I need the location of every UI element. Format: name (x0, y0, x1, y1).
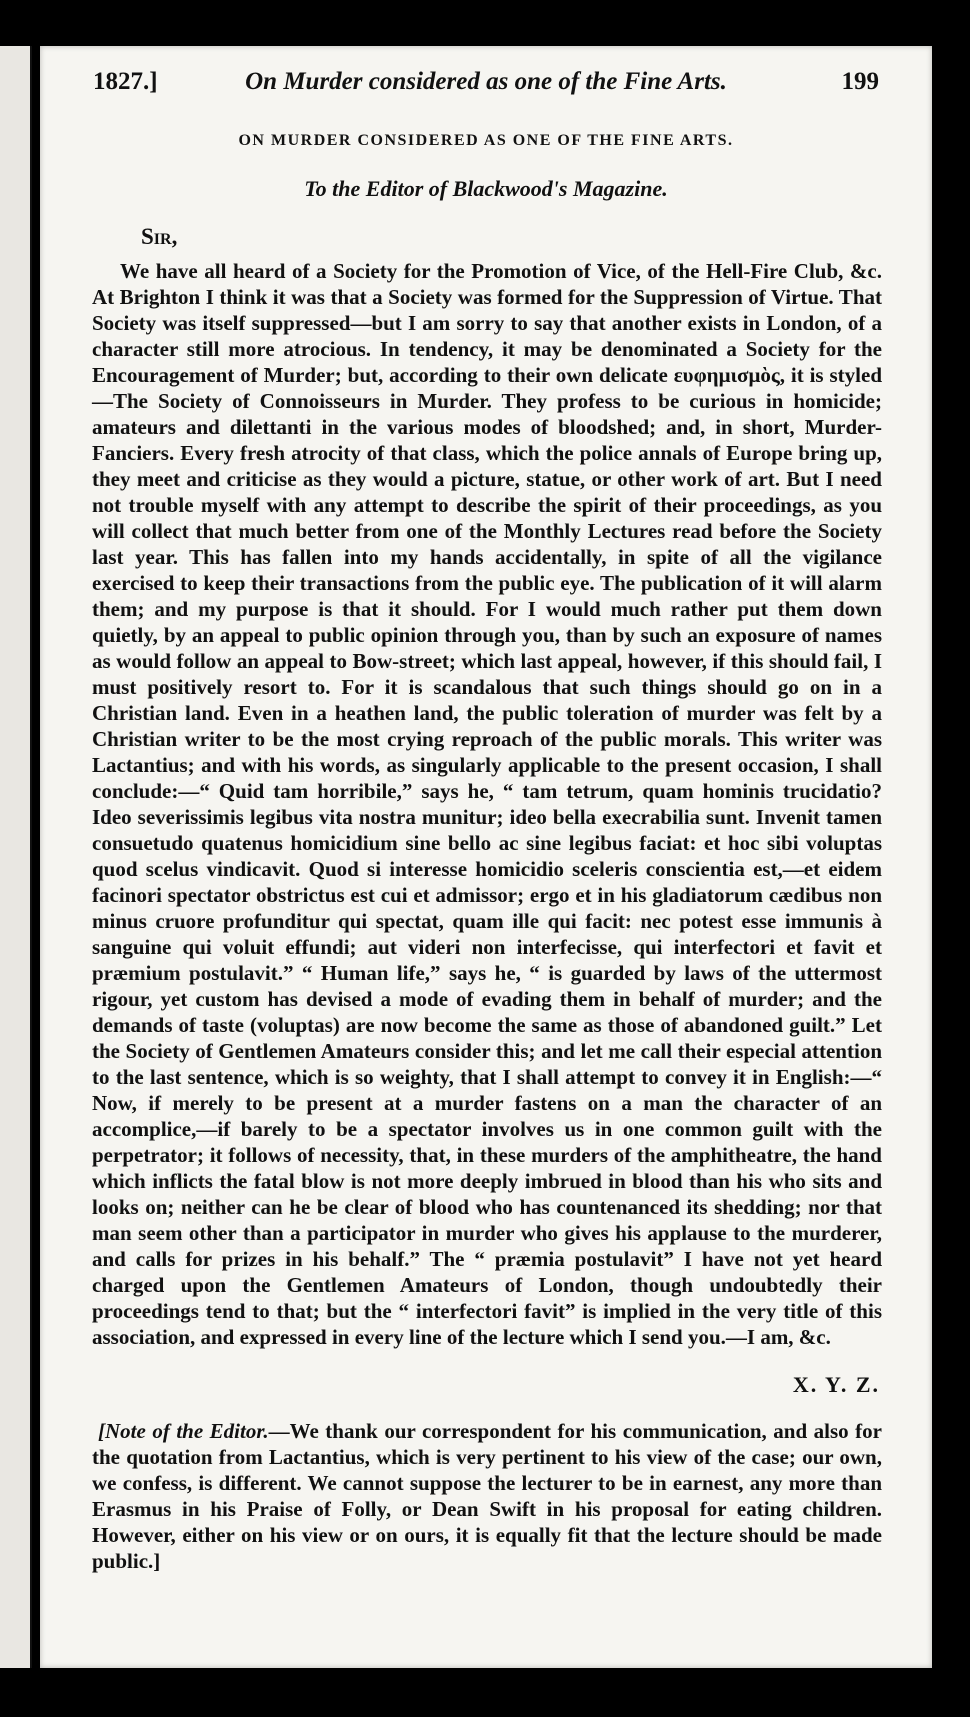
editor-note-text: —We thank our correspondent for his communication, and also for the quotation from Lactantius, which is very pertinent to his view of the case; our own, we confess, is different. We cannot suppose the lecturer to be in earnest, any more than Erasmus in his Praise of Folly, or Dean Swift in his proposal for eating children. However, either on his view or on ours, it is equally fit that the lecture should be made public.] (92, 1419, 882, 1573)
salutation: Sir, (141, 224, 178, 249)
letter-body: We have all heard of a Society for the Promotion of Vice, of the Hell-Fire Club, &c. At Brighton I think it was that a Society was formed for the Suppression of Virtue. That Society was itself suppressed—but I am sorry to say that another exists in London, of a character still more atrocious. In tendency, it may be denominated a Society for the Encouragement of Murder; but, according to their own delicate ευφημισμὸς, it is styled—The Society of Connoisseurs in Murder. They profess to be curious in homicide; amateurs and dilettanti in the various modes of bloodshed; and, in short, Murder-Fanciers. Every fresh atrocity of that class, which the police annals of Europe bring up, they meet and criticise as they would a picture, statue, or other work of art. But I need not trouble myself with any attempt to describe the spirit of their proceedings, as you will collect that much better from one of the Monthly Lectures read before the Society last year. This has fallen into my hands accidentally, in spite of all the vigilance exercised to keep their transactions from the public eye. The publication of it will alarm them; and my purpose is that it should. For I would much rather put them down quietly, by an appeal to public opinion through you, than by such an exposure of names as would follow an appeal to Bow-street; which last appeal, however, if this should fail, I must positively resort to. For it is scandalous that such things should go on in a Christian land. Even in a heathen land, the public toleration of murder was felt by a Christian writer to be the most crying reproach of the public morals. This writer was Lactantius; and with his words, as singularly applicable to the present occasion, I shall conclude:—“ Quid tam horribile,” says he, “ tam tetrum, quam hominis trucidatio? Ideo severissimis legibus vita nostra munitur; ideo bella execrabilia sunt. Invenit tamen consuetudo quatenus homicidium sine bello ac sine legibus faciat: et hoc sibi voluptas quod scelus vindicavit. Quod si interesse homicidio sceleris conscientia est,—et eidem facinori spectator obstrictus est cui et admissor; ergo et in his gladiatorum cædibus non minus cruore profunditur qui spectat, quam ille qui facit: nec potest esse immunis à sanguine qui voluit effundi; aut videri non interfecisse, qui interfectori et favit et præmium postulavit.” “ Human life,” says he, “ is guarded by laws of the uttermost rigour, yet custom has devised a mode of evading them in behalf of murder; and the demands of taste (voluptas) are now become the same as those of abandoned guilt.” Let the Society of Gentlemen Amateurs consider this; and let me call their especial attention to the last sentence, which is so weighty, that I shall attempt to convey it in English:—“ Now, if merely to be present at a murder fastens on a man the character of an accomplice,—if barely to be a spectator involves us in one common guilt with the perpetrator; it follows of necessity, that, in these murders of the amphitheatre, the hand which inflicts the fatal blow is not more deeply imbrued in blood than his who sits and looks on; neither can he be clear of blood who has countenanced its shedding; nor that man seem other than a participator in murder who gives his applause to the murderer, and calls for prizes in his behalf.” The “ præmia postulavit” I have not yet heard charged upon the Gentlemen Amateurs of London, though undoubtedly their proceedings tend to that; but the “ interfectori favit” is implied in the very title of this association, and expressed in every line of the lecture which I send you.—I am, &c. (92, 259, 882, 1349)
editor-note (92, 1418, 882, 1574)
header-year: 1827.] (93, 68, 158, 95)
editor-note-label: [Note of the Editor. (98, 1419, 269, 1443)
header-page-number: 199 (841, 68, 879, 95)
signature: X. Y. Z. (792, 1372, 880, 1397)
article-title: ON MURDER CONSIDERED AS ONE OF THE FINE ARTS. (238, 132, 734, 149)
addressee-line: To the Editor of Blackwood's Magazine. (304, 176, 668, 201)
adjacent-page-edge (0, 46, 32, 1668)
running-header (93, 68, 879, 108)
book-page (40, 46, 932, 1668)
header-running-title: On Murder considered as one of the Fine Arts. (245, 68, 727, 95)
